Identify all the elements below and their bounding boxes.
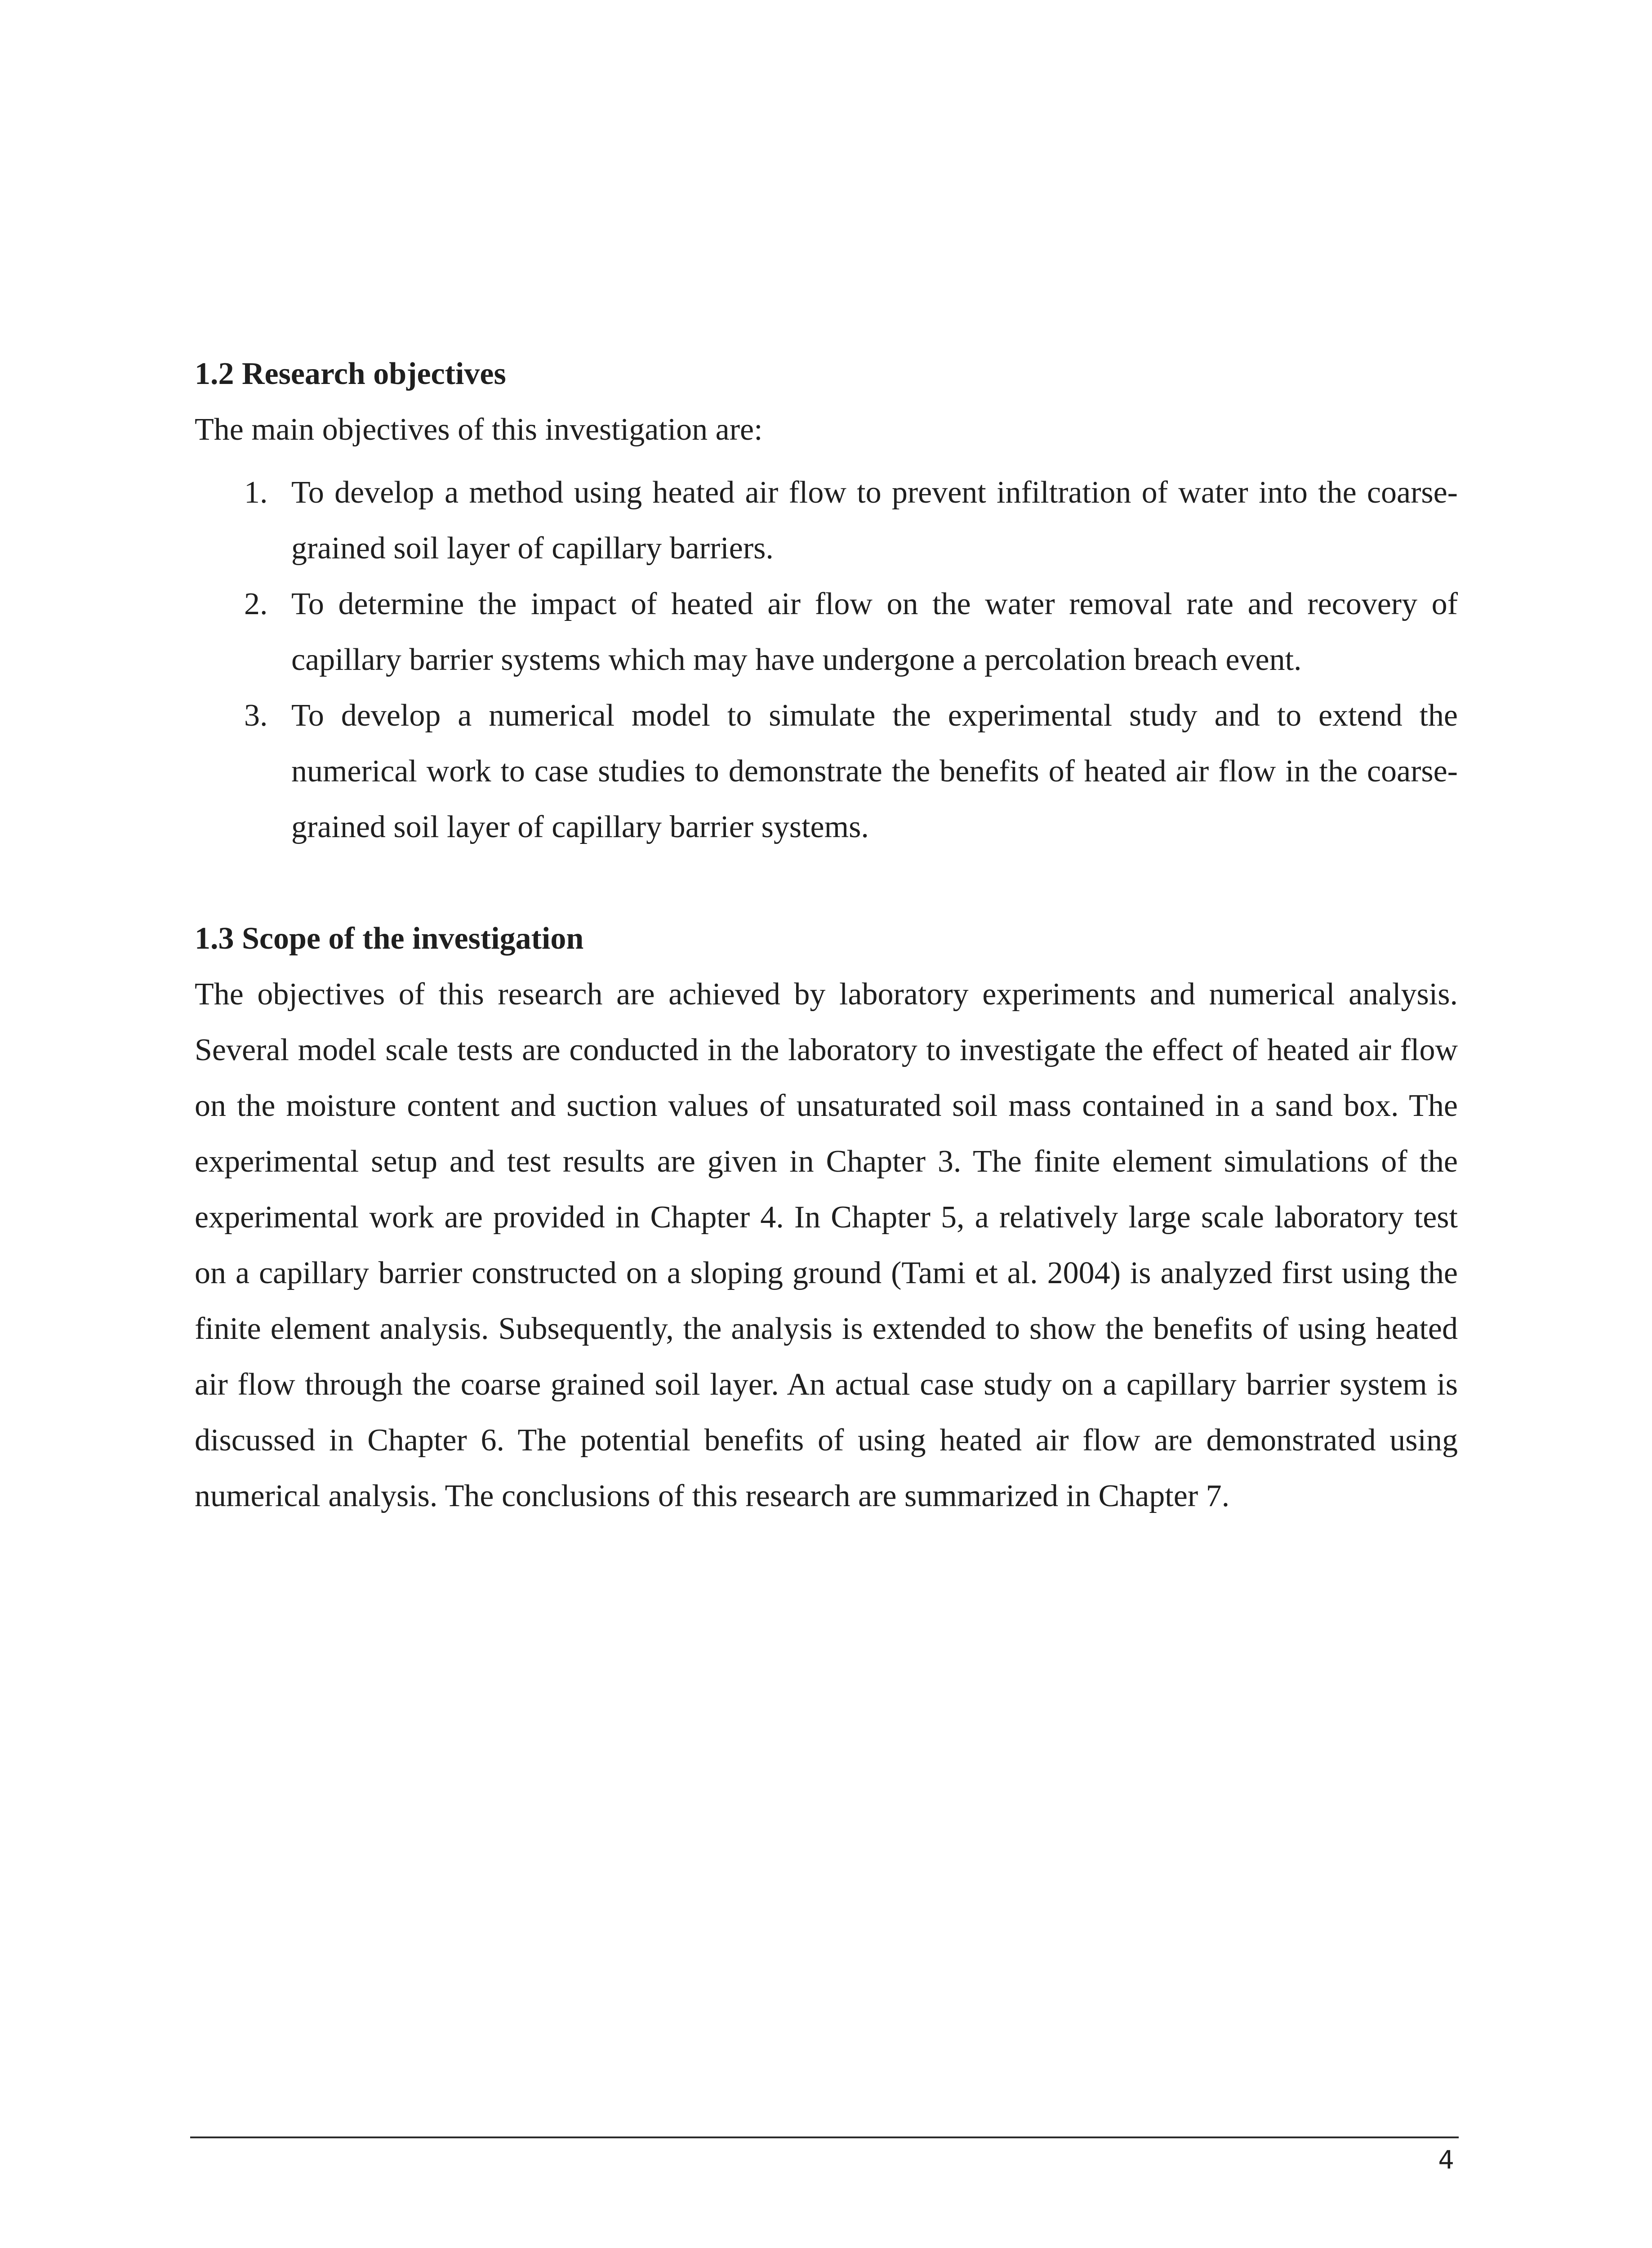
list-item-number: 2. bbox=[244, 587, 268, 621]
list-item bbox=[195, 576, 1458, 688]
section-heading-scope: 1.3 Scope of the investigation bbox=[195, 921, 584, 956]
objectives-list bbox=[195, 465, 1458, 855]
list-item bbox=[195, 688, 1458, 855]
list-item-number: 1. bbox=[244, 475, 268, 510]
scope-paragraph: The objectives of this research are achieved by laboratory experiments and numerical analysis. Several model scale tests are conducted in the laboratory to investigate the effect of heated air flow on the moisture content and suction values of unsaturated soil mass contained in a sand box. The experimental setup and test results are given in Chapter 3. The finite element simulations of the experimental work are provided in Chapter 4. In Chapter 5, a relatively large scale laboratory test on a capillary barrier constructed on a sloping ground (Tami et al. 2004) is analyzed first using the finite element analysis. Subsequently, the analysis is extended to show the benefits of using heated air flow through the coarse grained soil layer. An actual case study on a capillary barrier system is discussed in Chapter 6. The potential benefits of using heated air flow are demonstrated using numerical analysis. The conclusions of this research are summarized in Chapter 7. bbox=[195, 977, 1458, 1513]
list-item-text: To develop a numerical model to simulate the experimental study and to extend the numerical work to case studies to demonstrate the benefits of heated air flow in the coarse-grained soil layer of capillary barrier systems. bbox=[291, 698, 1458, 844]
footer-divider bbox=[190, 2136, 1459, 2138]
section-heading-research-objectives: 1.2 Research objectives bbox=[195, 357, 506, 391]
page-content bbox=[195, 346, 1458, 1524]
list-item-text: To develop a method using heated air flow to prevent infiltration of water into the coarse-grained soil layer of capillary barriers. bbox=[291, 475, 1458, 566]
objectives-intro: The main objectives of this investigation are: bbox=[195, 412, 763, 447]
section-spacer bbox=[195, 855, 1458, 911]
list-item bbox=[195, 465, 1458, 576]
list-item-text: To determine the impact of heated air flow on the water removal rate and recovery of capillary barrier systems which may have undergone a percolation breach event. bbox=[291, 587, 1458, 677]
list-item-number: 3. bbox=[244, 698, 268, 733]
page-number: 4 bbox=[1438, 2145, 1454, 2175]
